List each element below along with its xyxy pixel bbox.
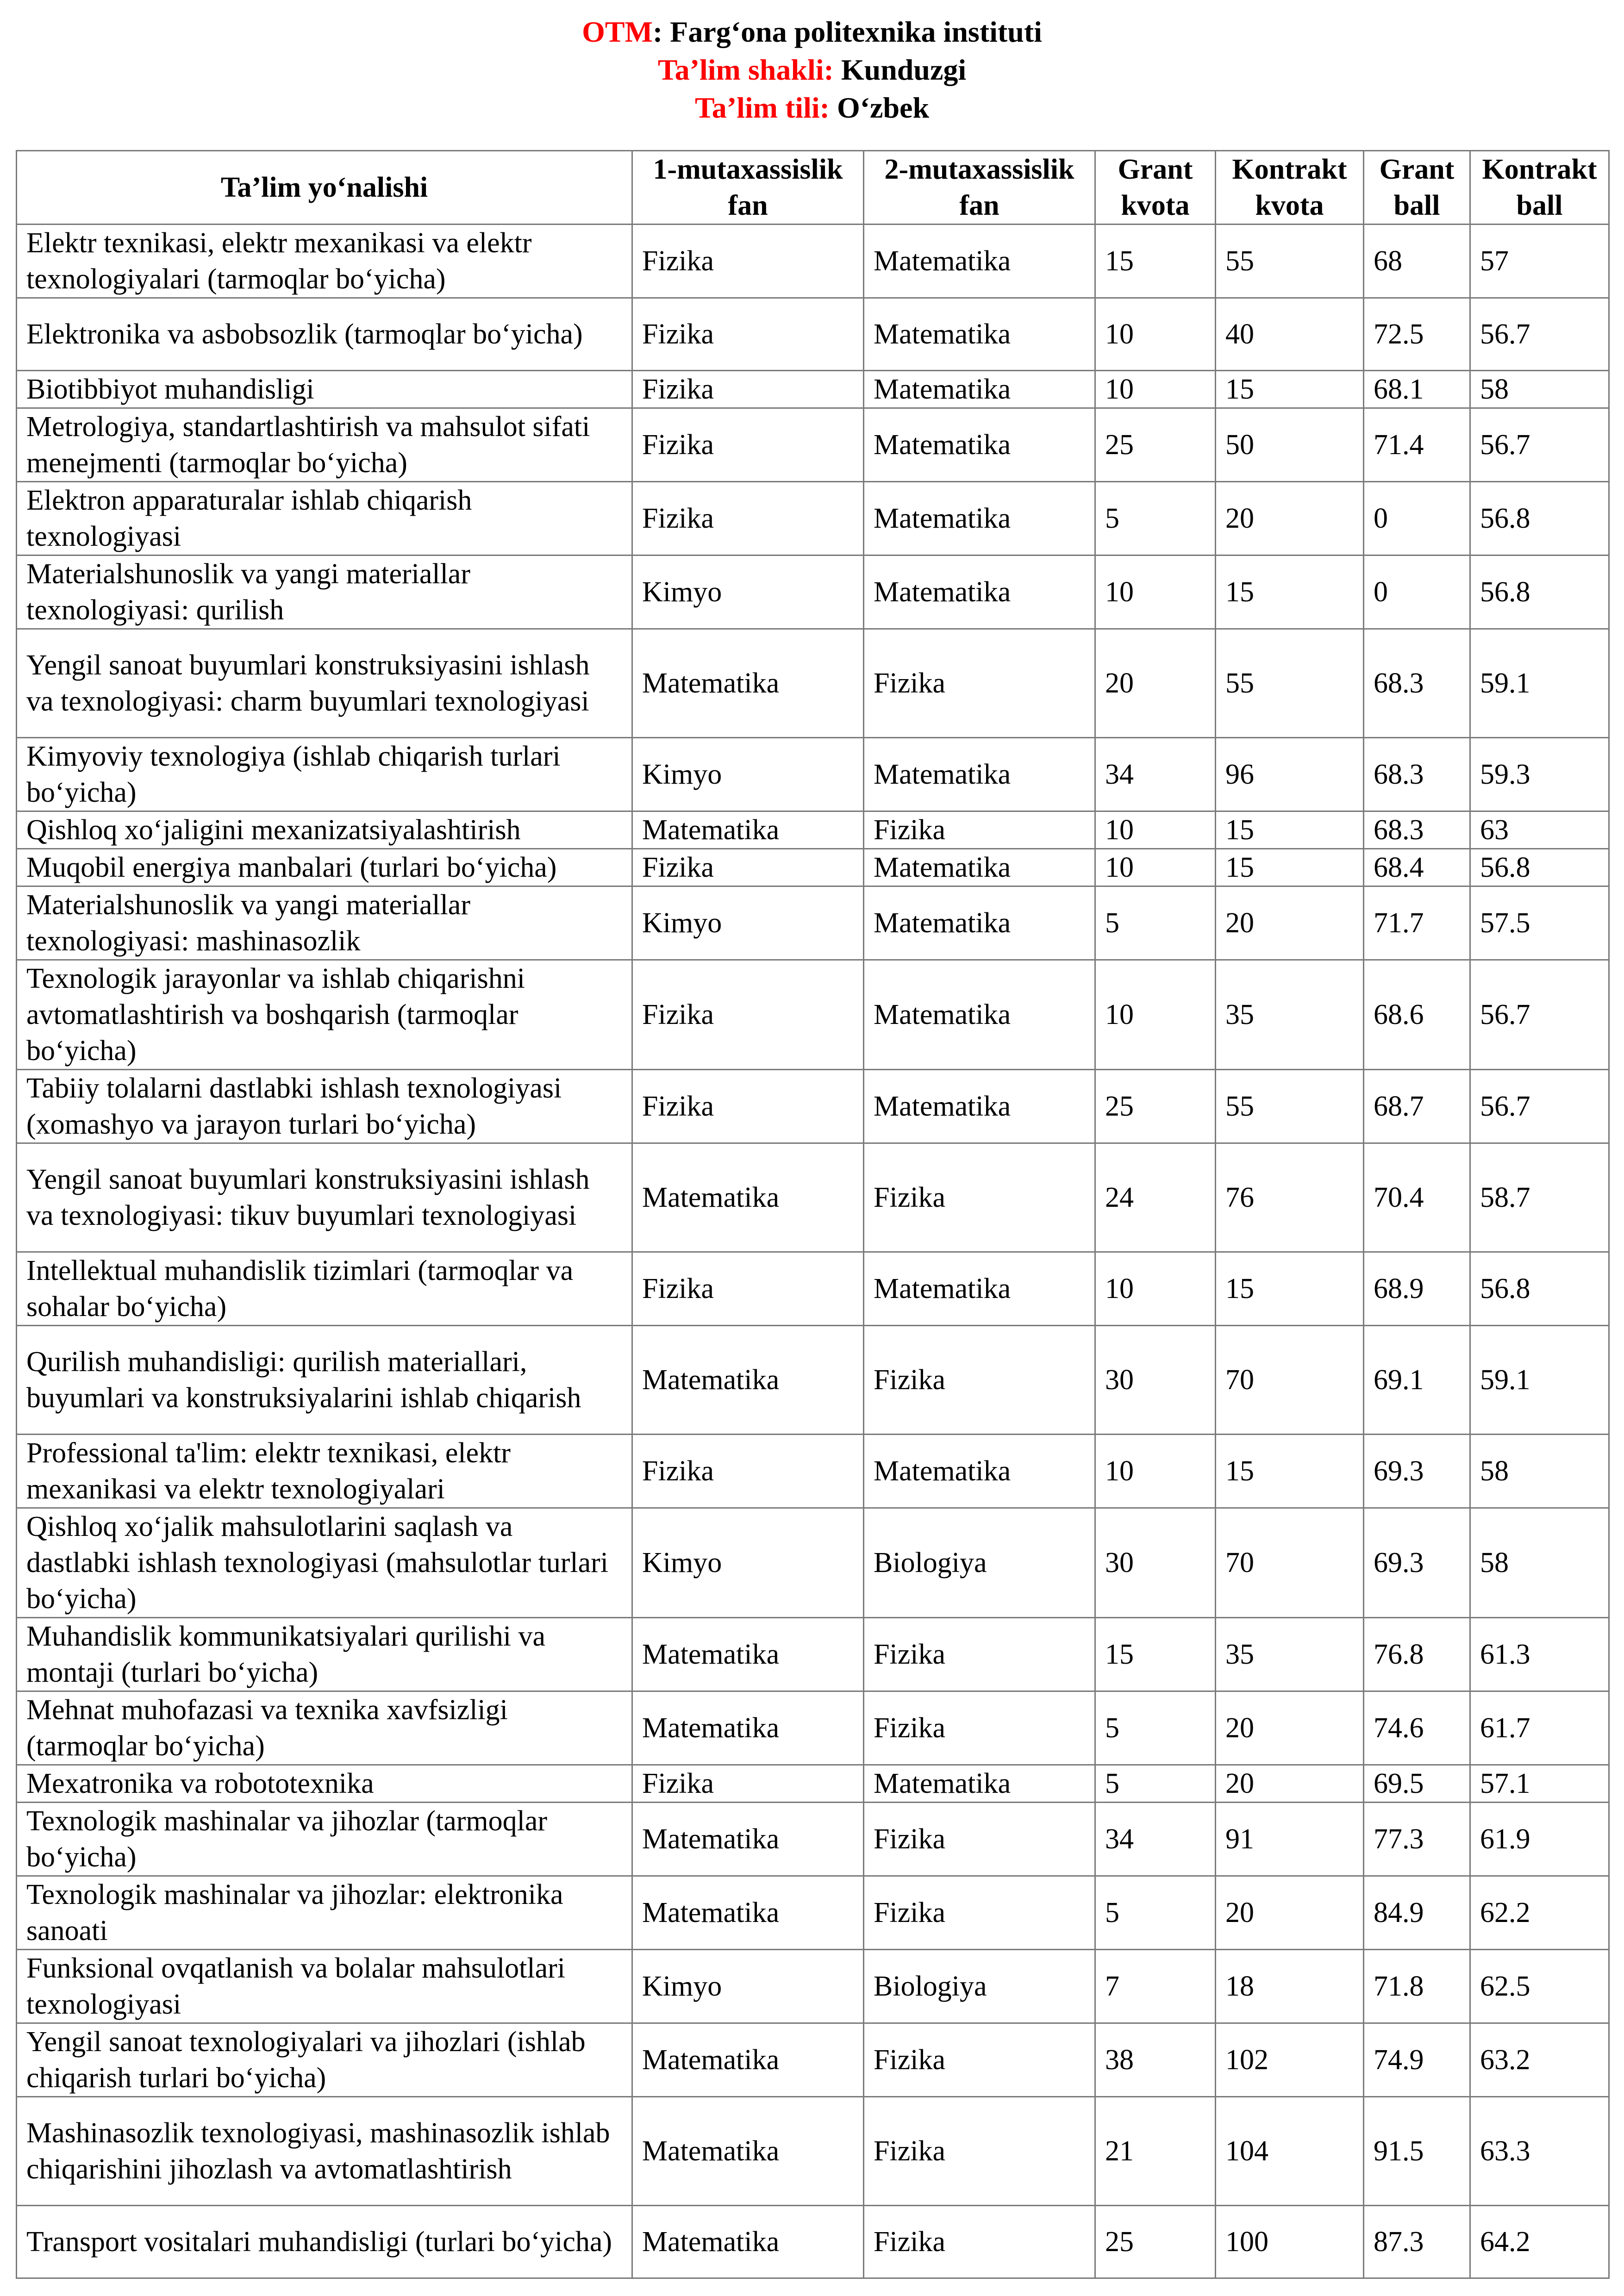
- cell-grant-ball: 68.3: [1364, 738, 1470, 811]
- cell-grant-kvota: 7: [1095, 1950, 1216, 2023]
- cell-yonalish: Elektr texnikasi, elektr mexanikasi va elektr texnologiyalari (tarmoqlar bo‘yicha): [17, 225, 632, 298]
- table-row: [17, 886, 1609, 960]
- til-label: Ta’lim tili:: [694, 91, 830, 124]
- cell-kontrakt-ball: 56.7: [1470, 960, 1609, 1070]
- cell-kontrakt-ball: 62.5: [1470, 1950, 1609, 2023]
- cell-grant-kvota: 15: [1095, 225, 1216, 298]
- cell-yonalish: Metrologiya, standartlashtirish va mahsulot sifati menejmenti (tarmoqlar bo‘yicha): [17, 408, 632, 482]
- cell-kontrakt-ball: 63.2: [1470, 2023, 1609, 2097]
- cell-yonalish: Qurilish muhandisligi: qurilish materiallari, buyumlari va konstruksiyalarini ishlab chiqarish: [17, 1326, 632, 1435]
- cell-kontrakt-kvota: 15: [1216, 371, 1364, 408]
- table-row: [17, 1508, 1609, 1618]
- cell-grant-ball: 76.8: [1364, 1618, 1470, 1691]
- cell-yonalish: Tabiiy tolalarni dastlabki ishlash texnologiyasi (xomashyo va jarayon turlari bo‘yicha): [17, 1070, 632, 1143]
- cell-fan2: Fizika: [864, 1143, 1095, 1252]
- cell-grant-kvota: 30: [1095, 1326, 1216, 1435]
- cell-kontrakt-kvota: 55: [1216, 1070, 1364, 1143]
- cell-yonalish: Materialshunoslik va yangi materiallar texnologiyasi: mashinasozlik: [17, 886, 632, 960]
- table-row: [17, 555, 1609, 629]
- cell-kontrakt-kvota: 35: [1216, 1618, 1364, 1691]
- shakl-value: Kunduzgi: [841, 53, 967, 86]
- cell-kontrakt-ball: 56.7: [1470, 298, 1609, 371]
- cell-grant-ball: 69.5: [1364, 1765, 1470, 1803]
- cell-kontrakt-kvota: 96: [1216, 738, 1364, 811]
- cell-kontrakt-kvota: 70: [1216, 1508, 1364, 1618]
- cell-grant-kvota: 10: [1095, 1435, 1216, 1508]
- cell-grant-ball: 71.4: [1364, 408, 1470, 482]
- cell-kontrakt-ball: 61.9: [1470, 1803, 1609, 1876]
- cell-kontrakt-ball: 56.7: [1470, 1070, 1609, 1143]
- cell-grant-ball: 69.3: [1364, 1435, 1470, 1508]
- cell-kontrakt-kvota: 20: [1216, 1876, 1364, 1950]
- table-row: [17, 629, 1609, 738]
- cell-fan1: Kimyo: [632, 886, 864, 960]
- cell-kontrakt-ball: 59.1: [1470, 629, 1609, 738]
- table-row: [17, 2097, 1609, 2206]
- cell-kontrakt-ball: 64.2: [1470, 2206, 1609, 2278]
- col-header-grant-kvota: Grant kvota: [1095, 151, 1216, 225]
- cell-yonalish: Texnologik jarayonlar va ishlab chiqarishni avtomatlashtirish va boshqarish (tarmoqlar bo‘yicha): [17, 960, 632, 1070]
- cell-fan1: Matematika: [632, 1876, 864, 1950]
- cell-kontrakt-ball: 57.1: [1470, 1765, 1609, 1803]
- cell-kontrakt-kvota: 35: [1216, 960, 1364, 1070]
- otm-colon: :: [652, 15, 663, 48]
- cell-kontrakt-ball: 63.3: [1470, 2097, 1609, 2206]
- cell-yonalish: Elektron apparaturalar ishlab chiqarish texnologiyasi: [17, 482, 632, 555]
- cell-grant-kvota: 15: [1095, 1618, 1216, 1691]
- cell-kontrakt-ball: 58: [1470, 1435, 1609, 1508]
- cell-yonalish: Muqobil energiya manbalari (turlari bo‘yicha): [17, 849, 632, 886]
- cell-grant-ball: 84.9: [1364, 1876, 1470, 1950]
- cell-fan1: Matematika: [632, 1143, 864, 1252]
- cell-kontrakt-kvota: 100: [1216, 2206, 1364, 2278]
- table-row: [17, 1691, 1609, 1765]
- cell-fan1: Fizika: [632, 482, 864, 555]
- table-row: [17, 1070, 1609, 1143]
- cell-grant-ball: 91.5: [1364, 2097, 1470, 2206]
- cell-kontrakt-kvota: 18: [1216, 1950, 1364, 2023]
- cell-fan1: Matematika: [632, 1803, 864, 1876]
- cell-kontrakt-kvota: 20: [1216, 1691, 1364, 1765]
- cell-kontrakt-kvota: 20: [1216, 886, 1364, 960]
- cell-yonalish: Professional ta'lim: elektr texnikasi, elektr mexanikasi va elektr texnologiyalari: [17, 1435, 632, 1508]
- cell-yonalish: Texnologik mashinalar va jihozlar (tarmoqlar bo‘yicha): [17, 1803, 632, 1876]
- cell-kontrakt-kvota: 55: [1216, 225, 1364, 298]
- cell-fan2: Fizika: [864, 629, 1095, 738]
- cell-yonalish: Intellektual muhandislik tizimlari (tarmoqlar va sohalar bo‘yicha): [17, 1252, 632, 1326]
- cell-grant-kvota: 25: [1095, 2206, 1216, 2278]
- header-row: [17, 151, 1609, 225]
- cell-fan2: Fizika: [864, 1803, 1095, 1876]
- col-header-grant-ball: Grant ball: [1364, 151, 1470, 225]
- cell-yonalish: Kimyoviy texnologiya (ishlab chiqarish turlari bo‘yicha): [17, 738, 632, 811]
- cell-fan1: Matematika: [632, 2206, 864, 2278]
- cell-grant-kvota: 10: [1095, 1252, 1216, 1326]
- cell-kontrakt-ball: 56.8: [1470, 482, 1609, 555]
- cell-kontrakt-ball: 62.2: [1470, 1876, 1609, 1950]
- cell-kontrakt-ball: 58.7: [1470, 1143, 1609, 1252]
- admissions-table: [16, 150, 1610, 2279]
- cell-fan2: Biologiya: [864, 1950, 1095, 2023]
- otm-line: [0, 13, 1624, 51]
- cell-yonalish: Materialshunoslik va yangi materiallar texnologiyasi: qurilish: [17, 555, 632, 629]
- table-row: [17, 1876, 1609, 1950]
- cell-yonalish: Yengil sanoat buyumlari konstruksiyasini ishlash va texnologiyasi: charm buyumlari texnologiyasi: [17, 629, 632, 738]
- cell-fan1: Matematika: [632, 1618, 864, 1691]
- cell-grant-kvota: 10: [1095, 960, 1216, 1070]
- cell-grant-ball: 68.6: [1364, 960, 1470, 1070]
- cell-fan1: Fizika: [632, 408, 864, 482]
- cell-fan2: Matematika: [864, 555, 1095, 629]
- cell-fan2: Matematika: [864, 1435, 1095, 1508]
- table-row: [17, 1252, 1609, 1326]
- cell-grant-kvota: 30: [1095, 1508, 1216, 1618]
- cell-kontrakt-ball: 61.3: [1470, 1618, 1609, 1691]
- til-line: [0, 89, 1624, 127]
- cell-grant-kvota: 10: [1095, 555, 1216, 629]
- cell-fan1: Fizika: [632, 1765, 864, 1803]
- cell-fan2: Matematika: [864, 408, 1095, 482]
- cell-yonalish: Qishloq xo‘jaligini mexanizatsiyalashtirish: [17, 811, 632, 849]
- cell-grant-kvota: 34: [1095, 738, 1216, 811]
- shakl-line: [0, 51, 1624, 89]
- cell-fan2: Matematika: [864, 1765, 1095, 1803]
- cell-yonalish: Qishloq xo‘jalik mahsulotlarini saqlash va dastlabki ishlash texnologiyasi (mahsulotlar turlari bo‘yicha): [17, 1508, 632, 1618]
- cell-fan2: Matematika: [864, 738, 1095, 811]
- cell-grant-kvota: 20: [1095, 629, 1216, 738]
- cell-grant-kvota: 21: [1095, 2097, 1216, 2206]
- cell-kontrakt-ball: 61.7: [1470, 1691, 1609, 1765]
- cell-yonalish: Elektronika va asbobsozlik (tarmoqlar bo‘yicha): [17, 298, 632, 371]
- cell-fan1: Matematika: [632, 1691, 864, 1765]
- cell-kontrakt-kvota: 15: [1216, 555, 1364, 629]
- cell-grant-ball: 68.4: [1364, 849, 1470, 886]
- table-row: [17, 1435, 1609, 1508]
- cell-fan1: Kimyo: [632, 1508, 864, 1618]
- cell-grant-ball: 68.9: [1364, 1252, 1470, 1326]
- table-row: [17, 1618, 1609, 1691]
- otm-value: Farg‘ona politexnika instituti: [670, 15, 1042, 48]
- table-row: [17, 1765, 1609, 1803]
- cell-kontrakt-kvota: 50: [1216, 408, 1364, 482]
- col-header-yonalish: Ta’lim yo‘nalishi: [17, 151, 632, 225]
- cell-kontrakt-kvota: 91: [1216, 1803, 1364, 1876]
- cell-fan2: Fizika: [864, 1691, 1095, 1765]
- cell-grant-kvota: 34: [1095, 1803, 1216, 1876]
- cell-grant-ball: 70.4: [1364, 1143, 1470, 1252]
- cell-grant-ball: 71.8: [1364, 1950, 1470, 2023]
- cell-grant-ball: 74.9: [1364, 2023, 1470, 2097]
- table-row: [17, 2206, 1609, 2278]
- cell-kontrakt-kvota: 15: [1216, 1252, 1364, 1326]
- col-header-kontrakt-kvota: Kontrakt kvota: [1216, 151, 1364, 225]
- cell-grant-ball: 68.1: [1364, 371, 1470, 408]
- table-row: [17, 2023, 1609, 2097]
- table-row: [17, 1326, 1609, 1435]
- cell-fan2: Fizika: [864, 1326, 1095, 1435]
- cell-kontrakt-kvota: 15: [1216, 1435, 1364, 1508]
- cell-fan2: Matematika: [864, 960, 1095, 1070]
- cell-fan2: Matematika: [864, 298, 1095, 371]
- cell-fan1: Kimyo: [632, 555, 864, 629]
- cell-kontrakt-ball: 56.8: [1470, 555, 1609, 629]
- cell-grant-kvota: 5: [1095, 1765, 1216, 1803]
- cell-fan1: Matematika: [632, 1326, 864, 1435]
- cell-grant-ball: 71.7: [1364, 886, 1470, 960]
- cell-kontrakt-ball: 59.3: [1470, 738, 1609, 811]
- til-value: O‘zbek: [837, 91, 930, 124]
- cell-grant-kvota: 5: [1095, 886, 1216, 960]
- cell-grant-ball: 0: [1364, 482, 1470, 555]
- cell-grant-kvota: 25: [1095, 1070, 1216, 1143]
- cell-fan1: Matematika: [632, 629, 864, 738]
- cell-yonalish: Mehnat muhofazasi va texnika xavfsizligi (tarmoqlar bo‘yicha): [17, 1691, 632, 1765]
- table-row: [17, 1803, 1609, 1876]
- cell-kontrakt-ball: 56.8: [1470, 849, 1609, 886]
- cell-fan2: Matematika: [864, 849, 1095, 886]
- cell-grant-ball: 74.6: [1364, 1691, 1470, 1765]
- cell-grant-kvota: 5: [1095, 1876, 1216, 1950]
- cell-grant-ball: 69.3: [1364, 1508, 1470, 1618]
- cell-kontrakt-ball: 56.7: [1470, 408, 1609, 482]
- cell-fan1: Fizika: [632, 1252, 864, 1326]
- cell-grant-kvota: 24: [1095, 1143, 1216, 1252]
- cell-fan1: Matematika: [632, 2097, 864, 2206]
- cell-grant-ball: 69.1: [1364, 1326, 1470, 1435]
- cell-fan1: Fizika: [632, 1070, 864, 1143]
- cell-grant-kvota: 10: [1095, 849, 1216, 886]
- cell-fan2: Biologiya: [864, 1508, 1095, 1618]
- table-row: [17, 225, 1609, 298]
- table-row: [17, 482, 1609, 555]
- cell-grant-kvota: 38: [1095, 2023, 1216, 2097]
- cell-yonalish: Texnologik mashinalar va jihozlar: elektronika sanoati: [17, 1876, 632, 1950]
- table-row: [17, 298, 1609, 371]
- cell-fan2: Fizika: [864, 1618, 1095, 1691]
- cell-fan1: Fizika: [632, 849, 864, 886]
- cell-yonalish: Mashinasozlik texnologiyasi, mashinasozlik ishlab chiqarishini jihozlash va avtomatlashtirish: [17, 2097, 632, 2206]
- cell-fan1: Matematika: [632, 2023, 864, 2097]
- cell-grant-kvota: 10: [1095, 371, 1216, 408]
- cell-kontrakt-kvota: 15: [1216, 849, 1364, 886]
- cell-fan2: Fizika: [864, 1876, 1095, 1950]
- cell-kontrakt-ball: 58: [1470, 371, 1609, 408]
- cell-fan1: Fizika: [632, 960, 864, 1070]
- table-row: [17, 1143, 1609, 1252]
- col-header-fan2: 2-mutaxassislik fan: [864, 151, 1095, 225]
- cell-kontrakt-ball: 58: [1470, 1508, 1609, 1618]
- cell-kontrakt-kvota: 55: [1216, 629, 1364, 738]
- cell-kontrakt-kvota: 70: [1216, 1326, 1364, 1435]
- cell-fan1: Kimyo: [632, 738, 864, 811]
- cell-yonalish: Muhandislik kommunikatsiyalari qurilishi va montaji (turlari bo‘yicha): [17, 1618, 632, 1691]
- cell-grant-kvota: 10: [1095, 298, 1216, 371]
- cell-kontrakt-ball: 56.8: [1470, 1252, 1609, 1326]
- cell-grant-ball: 68: [1364, 225, 1470, 298]
- cell-fan1: Fizika: [632, 371, 864, 408]
- cell-grant-ball: 68.7: [1364, 1070, 1470, 1143]
- table-row: [17, 408, 1609, 482]
- table-row: [17, 849, 1609, 886]
- cell-fan2: Matematika: [864, 1252, 1095, 1326]
- cell-grant-kvota: 10: [1095, 811, 1216, 849]
- cell-kontrakt-ball: 57.5: [1470, 886, 1609, 960]
- cell-grant-ball: 68.3: [1364, 629, 1470, 738]
- cell-kontrakt-kvota: 104: [1216, 2097, 1364, 2206]
- cell-grant-ball: 87.3: [1364, 2206, 1470, 2278]
- cell-fan2: Matematika: [864, 1070, 1095, 1143]
- shakl-label: Ta’lim shakli:: [657, 53, 834, 86]
- table-row: [17, 371, 1609, 408]
- cell-fan2: Fizika: [864, 2206, 1095, 2278]
- cell-grant-ball: 0: [1364, 555, 1470, 629]
- cell-fan2: Matematika: [864, 886, 1095, 960]
- cell-fan1: Kimyo: [632, 1950, 864, 2023]
- cell-yonalish: Yengil sanoat buyumlari konstruksiyasini ishlash va texnologiyasi: tikuv buyumlari texnologiyasi: [17, 1143, 632, 1252]
- cell-grant-kvota: 5: [1095, 482, 1216, 555]
- table-row: [17, 811, 1609, 849]
- cell-kontrakt-kvota: 76: [1216, 1143, 1364, 1252]
- cell-fan1: Fizika: [632, 298, 864, 371]
- cell-fan2: Matematika: [864, 482, 1095, 555]
- col-header-fan1: 1-mutaxassislik fan: [632, 151, 864, 225]
- table-body: [17, 225, 1609, 2278]
- cell-fan1: Matematika: [632, 811, 864, 849]
- otm-label: OTM: [582, 15, 653, 48]
- cell-fan1: Fizika: [632, 1435, 864, 1508]
- cell-kontrakt-ball: 63: [1470, 811, 1609, 849]
- cell-kontrakt-kvota: 20: [1216, 1765, 1364, 1803]
- cell-yonalish: Yengil sanoat texnologiyalari va jihozlari (ishlab chiqarish turlari bo‘yicha): [17, 2023, 632, 2097]
- cell-fan2: Matematika: [864, 371, 1095, 408]
- cell-grant-ball: 72.5: [1364, 298, 1470, 371]
- cell-kontrakt-kvota: 40: [1216, 298, 1364, 371]
- cell-fan2: Fizika: [864, 2023, 1095, 2097]
- cell-kontrakt-ball: 59.1: [1470, 1326, 1609, 1435]
- cell-kontrakt-kvota: 20: [1216, 482, 1364, 555]
- cell-grant-ball: 77.3: [1364, 1803, 1470, 1876]
- cell-grant-kvota: 25: [1095, 408, 1216, 482]
- cell-kontrakt-ball: 57: [1470, 225, 1609, 298]
- cell-kontrakt-kvota: 102: [1216, 2023, 1364, 2097]
- cell-fan2: Fizika: [864, 811, 1095, 849]
- document-header: [0, 13, 1624, 127]
- table-row: [17, 738, 1609, 811]
- cell-fan1: Fizika: [632, 225, 864, 298]
- cell-yonalish: Funksional ovqatlanish va bolalar mahsulotlari texnologiyasi: [17, 1950, 632, 2023]
- cell-grant-kvota: 5: [1095, 1691, 1216, 1765]
- cell-kontrakt-kvota: 15: [1216, 811, 1364, 849]
- cell-fan2: Matematika: [864, 225, 1095, 298]
- table-row: [17, 1950, 1609, 2023]
- col-header-kontrakt-ball: Kontrakt ball: [1470, 151, 1609, 225]
- table-row: [17, 960, 1609, 1070]
- cell-yonalish: Biotibbiyot muhandisligi: [17, 371, 632, 408]
- cell-yonalish: Mexatronika va robototexnika: [17, 1765, 632, 1803]
- cell-grant-ball: 68.3: [1364, 811, 1470, 849]
- cell-fan2: Fizika: [864, 2097, 1095, 2206]
- cell-yonalish: Transport vositalari muhandisligi (turlari bo‘yicha): [17, 2206, 632, 2278]
